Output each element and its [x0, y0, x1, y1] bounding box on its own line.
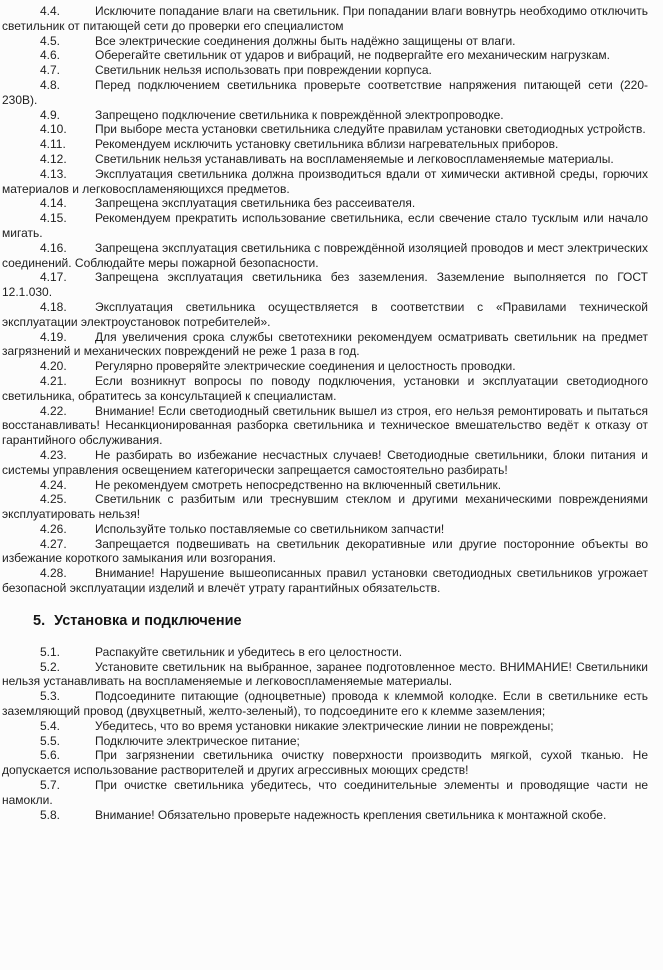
item-number: 4.23.	[40, 447, 67, 462]
item-text: Внимание! Обязательно проверьте надежность крепления светильника к монтажной скобе.	[95, 807, 607, 822]
list-item	[2, 34, 648, 49]
list-item	[2, 645, 648, 660]
item-text: При загрязнении светильника очистку поверхности производить мягкой, сухой тканью. Не допускается использование растворителей и других агрессивных моющих средств!	[2, 748, 648, 778]
list-item	[2, 63, 648, 78]
section-4-items	[2, 4, 648, 596]
item-number: 5.7.	[40, 778, 61, 793]
list-item	[2, 270, 648, 300]
list-item	[2, 719, 648, 734]
item-text: Если возникнут вопросы по поводу подключения, установки и эксплуатации светодиодного светильника, обратитесь за консультацией к специалистам.	[2, 373, 648, 403]
item-number: 4.20.	[40, 359, 67, 374]
item-number: 4.18.	[40, 299, 67, 314]
section-5-title: Установка и подключение	[54, 612, 242, 629]
list-item	[2, 404, 648, 448]
item-text: Используйте только поставляемые со светильником запчасти!	[95, 521, 445, 536]
item-text: Внимание! Нарушение вышеописанных правил установки светодиодных светильников угрожает безопасной эксплуатации изделий и влечёт утрату гарантийных обязательств.	[2, 566, 648, 596]
item-number: 4.14.	[40, 196, 67, 211]
list-item	[2, 108, 648, 123]
item-number: 4.7.	[40, 63, 61, 78]
section-5-number: 5.	[33, 612, 46, 629]
list-item	[2, 522, 648, 537]
list-item	[2, 448, 648, 478]
item-number: 5.2.	[40, 659, 61, 674]
item-number: 4.24.	[40, 477, 67, 492]
list-item	[2, 566, 648, 596]
list-item	[2, 211, 648, 241]
item-text: Внимание! Если светодиодный светильник вышел из строя, его нельзя ремонтировать и пытаться восстанавливать! Несанкционированная разборка светильника и техническое вмешательство ведёт к отказу от гарантийного обслуживания.	[2, 403, 648, 448]
item-number: 4.13.	[40, 166, 67, 181]
item-number: 4.12.	[40, 151, 67, 166]
item-number: 4.17.	[40, 270, 67, 285]
item-text: Светильник нельзя использовать при повреждении корпуса.	[95, 63, 432, 78]
list-item	[2, 478, 648, 493]
item-text: Запрещается подвешивать на светильник декоративные или другие посторонние объекты во избежание короткого замыкания или возгорания.	[2, 536, 648, 566]
item-text: Запрещена эксплуатация светильника с повреждённой изоляцией проводов и мест электрических соединений. Соблюдайте меры пожарной безопасности.	[2, 240, 648, 270]
item-text: Убедитесь, что во время установки никакие электрические линии не повреждены;	[95, 718, 554, 733]
list-item	[2, 78, 648, 108]
item-text: Исключите попадание влаги на светильник. При попадании влаги вовнутрь необходимо отключить светильник от питающей сети до проверки его специалистом	[2, 4, 648, 33]
item-number: 5.3.	[40, 689, 61, 704]
item-number: 4.5.	[40, 33, 61, 48]
item-text: Перед подключением светильника проверьте соответствие напряжения питающей сети (220-230В).	[2, 77, 648, 107]
item-number: 5.1.	[40, 644, 61, 659]
item-number: 4.22.	[40, 403, 67, 418]
list-item	[2, 330, 648, 360]
list-item	[2, 196, 648, 211]
item-number: 4.11.	[40, 137, 66, 152]
item-number: 4.21.	[40, 373, 67, 388]
item-number: 4.6.	[40, 48, 61, 63]
item-number: 4.25.	[40, 492, 67, 507]
list-item	[2, 300, 648, 330]
list-item	[2, 374, 648, 404]
item-text: Запрещена эксплуатация светильника без заземления. Заземление выполняется по ГОСТ 12.1.030.	[2, 270, 648, 300]
section-5-heading	[33, 613, 648, 630]
item-text: Подключите электрическое питание;	[95, 733, 300, 748]
list-item	[2, 152, 648, 167]
item-text: Оберегайте светильник от ударов и вибраций, не подвергайте его механическим нагрузкам.	[95, 48, 610, 63]
item-number: 4.15.	[40, 211, 67, 226]
item-text: Не разбирать во избежание несчастных случаев! Светодиодные светильники, блоки питания и системы управления освещением категорически запрещается самостоятельно разбирать!	[2, 447, 648, 477]
item-number: 4.16.	[40, 240, 67, 255]
item-number: 4.28.	[40, 566, 67, 581]
item-number: 4.26.	[40, 521, 67, 536]
item-text: Установите светильник на выбранное, заранее подготовленное место. ВНИМАНИЕ! Светильники нельзя устанавливать на воспламеняемые и легковоспламеняемые материалы.	[2, 659, 648, 689]
item-text: Подсоедините питающие (одноцветные) провода к клеммой колодке. Если в светильнике есть заземляющий провод (двухцветный, желто-зеленый), то подсоедините его к клемме заземления;	[2, 689, 648, 719]
item-text: Распакуйте светильник и убедитесь в его целостности.	[95, 644, 403, 659]
item-number: 4.27.	[40, 536, 67, 551]
item-text: Эксплуатация светильника должна производиться вдали от химически активной среды, горючих материалов и легковоспламеняющихся предметов.	[2, 166, 648, 196]
item-number: 5.5.	[40, 733, 61, 748]
item-text: Регулярно проверяйте электрические соединения и целостность проводки.	[95, 359, 516, 374]
list-item	[2, 48, 648, 63]
list-item	[2, 137, 648, 152]
section-5-items	[2, 645, 648, 823]
list-item	[2, 4, 648, 34]
item-text: Запрещено подключение светильника к повреждённой электропроводке.	[95, 107, 504, 122]
item-text: Рекомендуем прекратить использование светильника, если свечение стало тусклым или начало мигать.	[2, 211, 648, 240]
list-item	[2, 492, 648, 522]
list-item	[2, 734, 648, 749]
item-number: 5.4.	[40, 718, 61, 733]
item-number: 4.4.	[40, 4, 61, 18]
list-item	[2, 167, 648, 197]
item-number: 5.6.	[40, 748, 61, 763]
item-text: При очистке светильника убедитесь, что соединительные элементы и проводящие части не намокли.	[2, 778, 648, 807]
item-text: Запрещена эксплуатация светильника без рассеивателя.	[95, 196, 416, 211]
list-item	[2, 689, 648, 719]
item-text: Рекомендуем исключить установку светильника вблизи нагревательных приборов.	[95, 137, 559, 152]
list-item	[2, 359, 648, 374]
item-text: Для увеличения срока службы светотехники рекомендуем осматривать светильник на предмет загрязнений и механических повреждений не реже 1 раза в год.	[2, 329, 648, 359]
item-text: Светильник нельзя устанавливать на воспламеняемые и легковоспламеняемые материалы.	[95, 151, 614, 166]
item-number: 4.10.	[40, 122, 67, 137]
list-item	[2, 660, 648, 690]
item-number: 5.8.	[40, 807, 61, 822]
list-item	[2, 122, 648, 137]
list-item	[2, 748, 648, 778]
item-text: Не рекомендуем смотреть непосредственно на включенный светильник.	[95, 477, 502, 492]
item-text: Эксплуатация светильника осуществляется в соответствии с «Правилами технической эксплуатации электроустановок потребителей».	[2, 299, 648, 329]
item-text: Светильник с разбитым или треснувшим стеклом и другими механическими повреждениями эксплуатировать нельзя!	[2, 492, 648, 522]
list-item	[2, 808, 648, 823]
item-text: Все электрические соединения должны быть надёжно защищены от влаги.	[95, 33, 516, 48]
list-item	[2, 778, 648, 808]
item-number: 4.8.	[40, 77, 61, 92]
item-number: 4.9.	[40, 107, 61, 122]
list-item	[2, 241, 648, 271]
item-number: 4.19.	[40, 329, 67, 344]
list-item	[2, 537, 648, 567]
item-text: При выборе места установки светильника следуйте правилам установки светодиодных устройств.	[95, 122, 646, 137]
